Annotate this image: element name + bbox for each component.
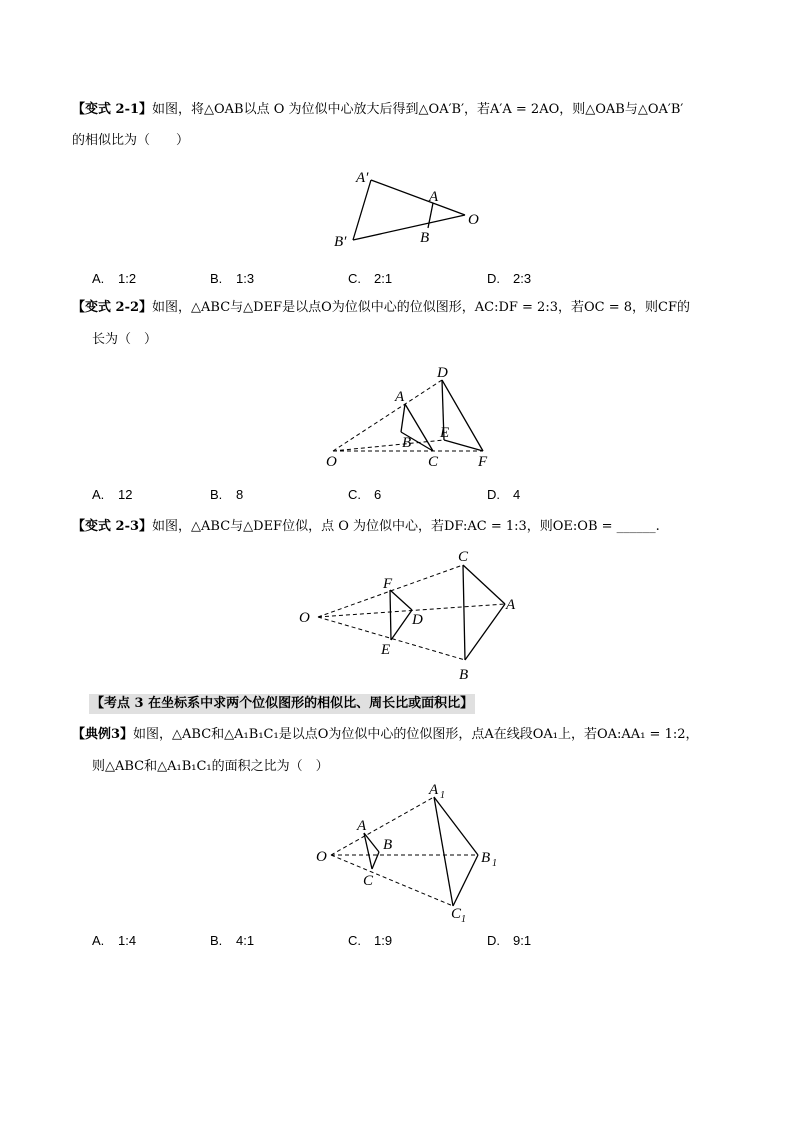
seg-d-f [442, 380, 483, 451]
seg-f-d [390, 590, 412, 610]
choice-2-1-b[interactable]: B. 1:3 [210, 271, 255, 286]
problem-2-3-label: 【变式 2-3】 [72, 519, 153, 534]
seg-d-e [442, 380, 444, 440]
problem-3-line1 [72, 726, 699, 744]
choice-2-1-c[interactable]: C. 2:1 [348, 271, 393, 286]
problem-2-3-text: 如图，△ABC与△DEF位似，点 O 为位似中心，若DF:AC = 1:3，则OE:OB = ______. [152, 519, 660, 534]
seg-e-f [444, 440, 483, 451]
fig23-label-f: F [383, 576, 393, 592]
choice-3-b[interactable]: B. 4:1 [210, 933, 255, 948]
dash-o-c1 [331, 855, 453, 906]
fig21-label-a-prime: A′ [356, 170, 369, 186]
choice-3-c[interactable]: C. 1:9 [348, 933, 393, 948]
segment-a-prime-b-prime [353, 180, 371, 240]
problem-2-1-label: 【变式 2-1】 [72, 102, 153, 117]
fig21-label-o: O [468, 212, 479, 228]
problem-2-2-text: 如图，△ABC与△DEF是以点O为位似中心的位似图形，AC:DF = 2:3，若OC = 8，则CF的 [152, 300, 690, 315]
problem-3-line2: 则△ABC和△A₁B₁C₁的面积之比为（ ） [92, 759, 329, 774]
fig3-label-a1-sub: 1 [440, 790, 445, 801]
choice-2-1-a[interactable]: A. 1:2 [92, 271, 137, 286]
problem-2-2-line1 [72, 299, 690, 317]
seg-c-a [463, 565, 505, 604]
fig3-label-b: B [383, 837, 393, 853]
segment-b-prime-o [353, 215, 465, 240]
choice-3-d[interactable]: D. 9:1 [487, 933, 532, 948]
problem-3-label: 【典例3】 [72, 727, 134, 742]
fig3-label-c1: C [451, 906, 462, 922]
choice-2-1-d[interactable]: D. 2:3 [487, 271, 532, 286]
dash-o-a1 [331, 797, 434, 855]
problem-3-text: 如图，△ABC和△A₁B₁C₁是以点O为位似中心的位似图形，点A在线段OA₁上，若OA:AA₁ = 1:2， [133, 727, 699, 742]
fig21-label-b-prime: B′ [334, 234, 347, 250]
fig21-label-a: A [429, 189, 439, 205]
choice-2-2-c[interactable]: C. 6 [348, 487, 382, 502]
seg-c-b [463, 565, 465, 660]
fig3-label-b1: B [481, 850, 491, 866]
seg-a1-c1 [434, 797, 453, 906]
fig23-label-a: A [506, 597, 516, 613]
seg-a-c [364, 833, 372, 869]
seg-a-b [364, 833, 379, 852]
fig23-label-d: D [412, 612, 423, 628]
choice-2-2-a[interactable]: A. 12 [92, 487, 133, 502]
seg-b1-c1 [453, 855, 478, 906]
fig3-label-c: C [363, 873, 374, 889]
problem-2-2-line2: 长为（ ） [92, 332, 158, 347]
choice-3-a[interactable]: A. 1:4 [92, 933, 137, 948]
fig23-label-b: B [459, 667, 469, 683]
problem-2-1-line2: 的相似比为（ ） [72, 133, 190, 148]
seg-a1-b1 [434, 797, 478, 855]
fig22-label-o: O [326, 454, 337, 470]
fig3-label-a1: A [429, 782, 439, 798]
fig22-label-b: B [402, 435, 412, 451]
dash-o-e [333, 440, 444, 451]
problem-2-1-text: 如图，将△OAB以点 O 为位似中心放大后得到△OA′B′，若A′A = 2AO，则△OAB与△OA′B′ [152, 102, 684, 117]
fig3-label-c1-sub: 1 [461, 914, 466, 925]
dash-o-c [318, 565, 463, 617]
problem-2-2-label: 【变式 2-2】 [72, 300, 153, 315]
dash-o-a [318, 604, 505, 617]
fig3-label-o: O [316, 849, 327, 865]
seg-b-c [401, 432, 433, 451]
fig3-label-a: A [357, 818, 367, 834]
seg-a-b [465, 604, 505, 660]
dash-o-d [333, 380, 442, 451]
fig22-label-a: A [395, 389, 405, 405]
choice-2-2-b[interactable]: B. 8 [210, 487, 244, 502]
fig21-label-b: B [420, 230, 430, 246]
fig3-label-b1-sub: 1 [492, 858, 497, 869]
section-heading-3: 【考点 3 在坐标系中求两个位似图形的相似比、周长比或面积比】 [89, 694, 475, 714]
segment-a-prime-o [371, 180, 465, 215]
seg-a-b [401, 404, 405, 432]
choice-2-2-d[interactable]: D. 4 [487, 487, 521, 502]
problem-2-3-line1 [72, 518, 660, 536]
fig22-label-f: F [478, 454, 488, 470]
dash-o-b [318, 617, 465, 660]
fig22-label-d: D [437, 365, 448, 381]
fig22-label-c: C [428, 454, 439, 470]
fig23-label-c: C [458, 549, 469, 565]
fig23-label-e: E [381, 642, 391, 658]
seg-f-e [390, 590, 391, 640]
seg-b-c [372, 852, 379, 869]
seg-a-c [405, 404, 433, 451]
segment-a-b [428, 203, 433, 228]
fig22-label-e: E [440, 425, 450, 441]
problem-2-1-line1 [72, 101, 683, 119]
seg-d-e [391, 610, 412, 640]
fig23-label-o: O [299, 610, 310, 626]
